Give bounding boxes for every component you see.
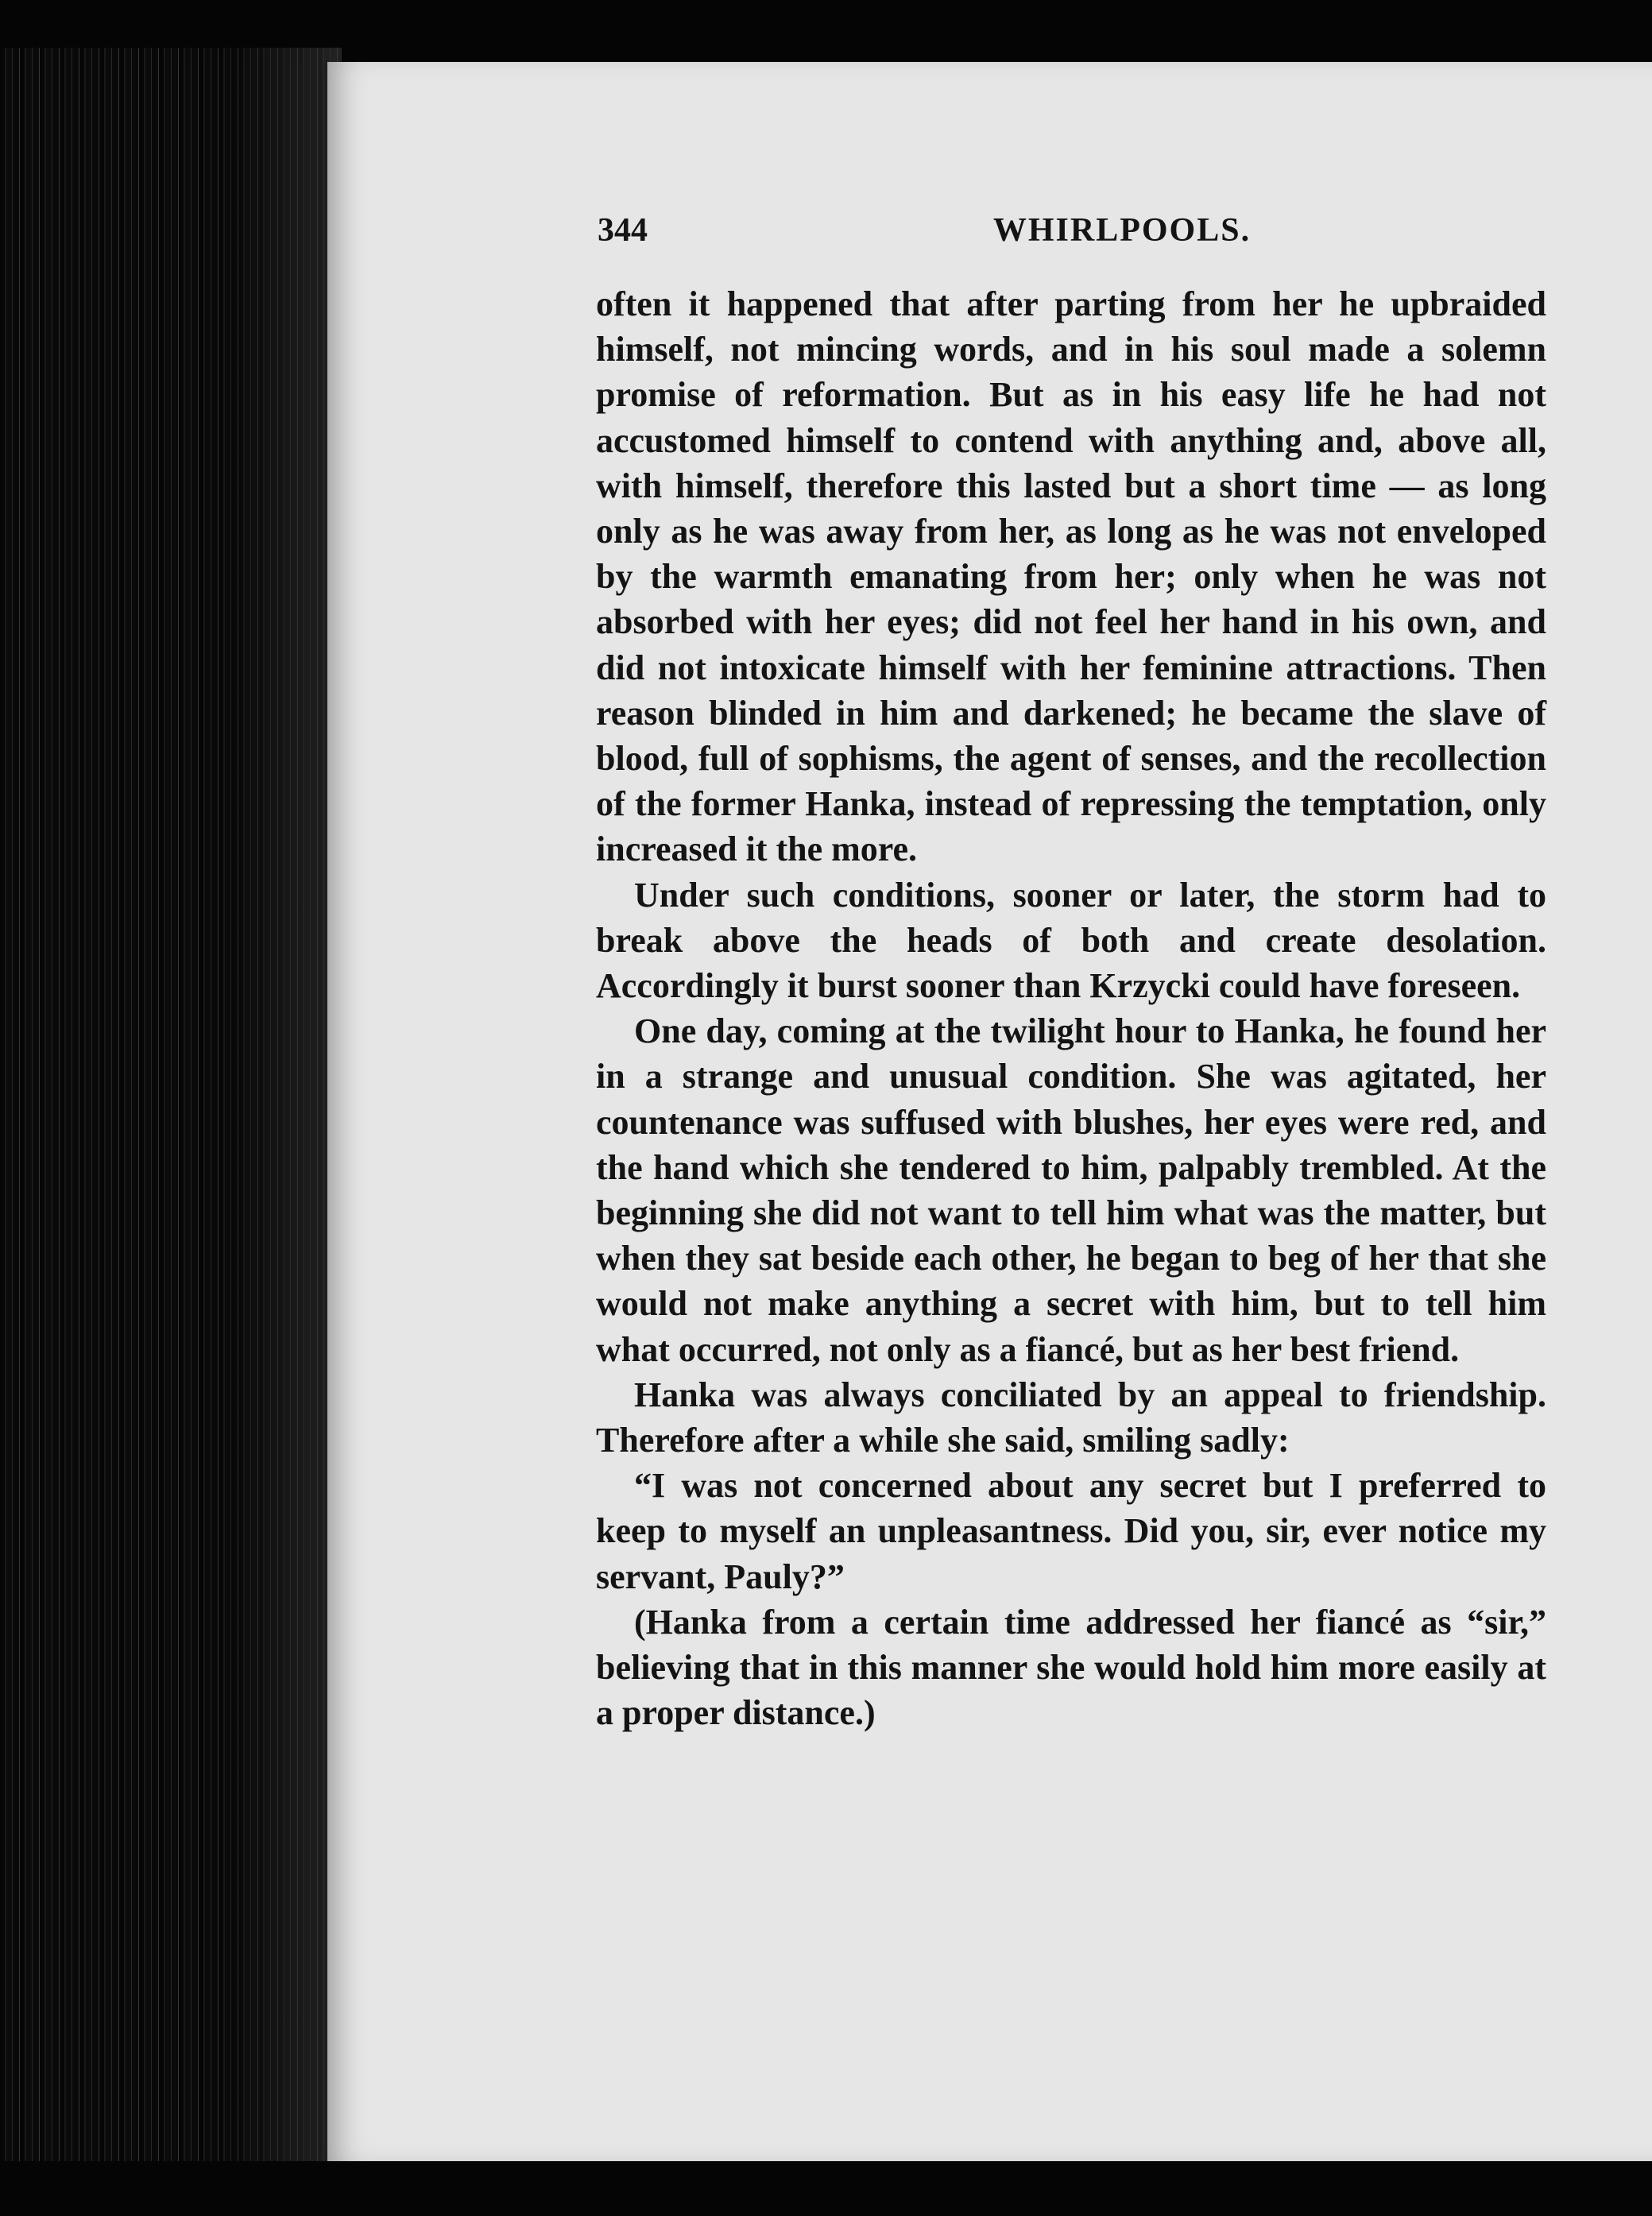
book-page <box>327 62 1652 2161</box>
paragraph: (Hanka from a certain time addressed her fiancé as “sir,” believing that in this manner she would hold him more easily at a proper distance.) <box>596 1602 1546 1733</box>
page-number: 344 <box>598 212 648 249</box>
scan-border-bottom <box>0 2161 1652 2216</box>
paragraph: One day, coming at the twilight hour to Hanka, he found her in a strange and unusual condition. She was agitated, her countenance was suffused with blushes, her eyes were red, and the hand which she tendered to him, palpably trembled. At the beginning she did not want to tell him what was the matter, but when they sat beside each other, he began to beg of her that she would not make anything a secret with him, but to tell him what occurred, not only as a fiancé, but as her best friend. <box>596 1011 1546 1369</box>
running-title: WHIRLPOOLS. <box>992 212 1252 249</box>
paragraph: Hanka was always conciliated by an appeal to friendship. Therefore after a while she said, smiling sadly: <box>596 1375 1546 1460</box>
book-page-edges <box>0 48 342 2216</box>
running-head <box>598 211 1543 275</box>
body-text <box>596 281 1546 1736</box>
paragraph-continuation: often it happened that after parting from her he upbraided himself, not mincing words, and in his soul made a solemn promise of reformation. But as in his easy life he had not accustomed himself to contend with anything and, above all, with himself, therefore this lasted but a short time — as long only as he was away from her, as long as he was not enveloped by the warmth emanating from her; only when he was not absorbed with her eyes; did not feel her hand in his own, and did not intoxicate himself with her feminine attractions. Then reason blinded in him and darkened; he became the slave of blood, full of sophisms, the agent of senses, and the recollection of the former Hanka, instead of repressing the temptation, only increased it the more. <box>596 284 1546 869</box>
paragraph: Under such conditions, sooner or later, the storm had to break above the heads of both and create desolation. Accordingly it burst sooner than Krzycki could have foreseen. <box>596 875 1546 1006</box>
paragraph-dialogue: “I was not concerned about any secret but I preferred to keep to myself an unpleasantness. Did you, sir, ever notice my servant, Pauly?” <box>596 1466 1546 1596</box>
